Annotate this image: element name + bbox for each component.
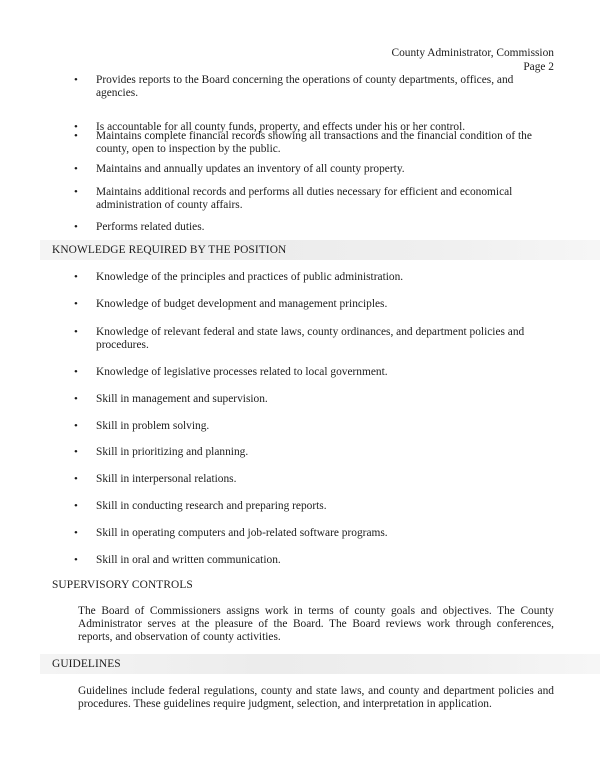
list-item xyxy=(74,366,554,379)
list-item-text: Skill in conducting research and preparing reports. xyxy=(96,500,327,512)
list-item xyxy=(74,298,554,311)
list-item-text: Knowledge of budget development and management principles. xyxy=(96,298,388,310)
bullet-icon: • xyxy=(74,554,78,566)
list-item-text: Maintains additional records and performs all duties necessary for efficient and economical administration of county affairs. xyxy=(96,186,513,211)
list-item xyxy=(74,221,554,234)
list-item xyxy=(74,527,554,540)
list-item xyxy=(74,186,554,211)
list-item-text: Skill in prioritizing and planning. xyxy=(96,446,249,458)
bullet-icon: • xyxy=(74,500,78,512)
bullet-icon: • xyxy=(74,473,78,485)
guidelines-paragraph: Guidelines include federal regulations, county and state laws, and county and department policies and procedures. These guidelines require judgment, selection, and interpretation in application. xyxy=(78,685,554,710)
list-item-text: Skill in problem solving. xyxy=(96,420,210,432)
header-title: County Administrator, Commission xyxy=(391,47,554,59)
header-page-number: Page 2 xyxy=(523,60,554,73)
list-item-text: Skill in interpersonal relations. xyxy=(96,473,237,485)
section-heading-guidelines: GUIDELINES xyxy=(52,658,121,670)
list-item-text: Provides reports to the Board concerning the operations of county departments, offices, and agencies. xyxy=(96,74,514,99)
bullet-icon: • xyxy=(74,271,78,283)
bullet-icon: • xyxy=(74,446,78,458)
bullet-icon: • xyxy=(74,326,78,338)
bullet-icon: • xyxy=(74,420,78,432)
list-item xyxy=(74,74,554,99)
bullet-icon: • xyxy=(74,121,78,133)
bullet-icon: • xyxy=(74,366,78,378)
list-item xyxy=(74,473,554,486)
list-item xyxy=(74,326,554,351)
bullet-icon: • xyxy=(74,74,78,86)
list-item-text: Maintains and annually updates an inventory of all county property. xyxy=(96,163,405,175)
list-item-text: Is accountable for all county funds, property, and effects under his or her control. xyxy=(96,121,466,133)
list-item xyxy=(74,130,554,155)
list-item-text: Knowledge of the principles and practices of public administration. xyxy=(96,271,404,283)
bullet-icon: • xyxy=(74,527,78,539)
list-item-text: Skill in oral and written communication. xyxy=(96,554,281,566)
bullet-icon: • xyxy=(74,163,78,175)
page-header xyxy=(391,47,554,75)
bullet-icon: • xyxy=(74,298,78,310)
section-heading-knowledge: KNOWLEDGE REQUIRED BY THE POSITION xyxy=(52,244,287,256)
bullet-icon: • xyxy=(74,130,78,142)
bullet-icon: • xyxy=(74,186,78,198)
list-item-text: Skill in management and supervision. xyxy=(96,393,268,405)
list-item xyxy=(74,554,554,567)
list-item xyxy=(74,271,554,284)
list-item-text: Knowledge of relevant federal and state laws, county ordinances, and department policies and procedures. xyxy=(96,326,525,351)
list-item xyxy=(74,393,554,406)
section-heading-supervisory: SUPERVISORY CONTROLS xyxy=(52,579,193,591)
section-shading xyxy=(40,654,600,674)
list-item-text: Knowledge of legislative processes related to local government. xyxy=(96,366,388,378)
list-item xyxy=(74,500,554,513)
list-item-text: Skill in operating computers and job-related software programs. xyxy=(96,527,388,539)
list-item-text: Performs related duties. xyxy=(96,221,205,233)
list-item xyxy=(74,163,554,176)
list-item-text: Maintains complete financial records showing all transactions and the financial condition of the county, open to inspection by the public. xyxy=(96,130,532,155)
list-item xyxy=(74,446,554,459)
bullet-icon: • xyxy=(74,221,78,233)
list-item xyxy=(74,420,554,433)
bullet-icon: • xyxy=(74,393,78,405)
supervisory-paragraph: The Board of Commissioners assigns work in terms of county goals and objectives. The County Administrator serves at the pleasure of the Board. The Board reviews work through conferences, reports, and observation of county activities. xyxy=(78,605,554,643)
